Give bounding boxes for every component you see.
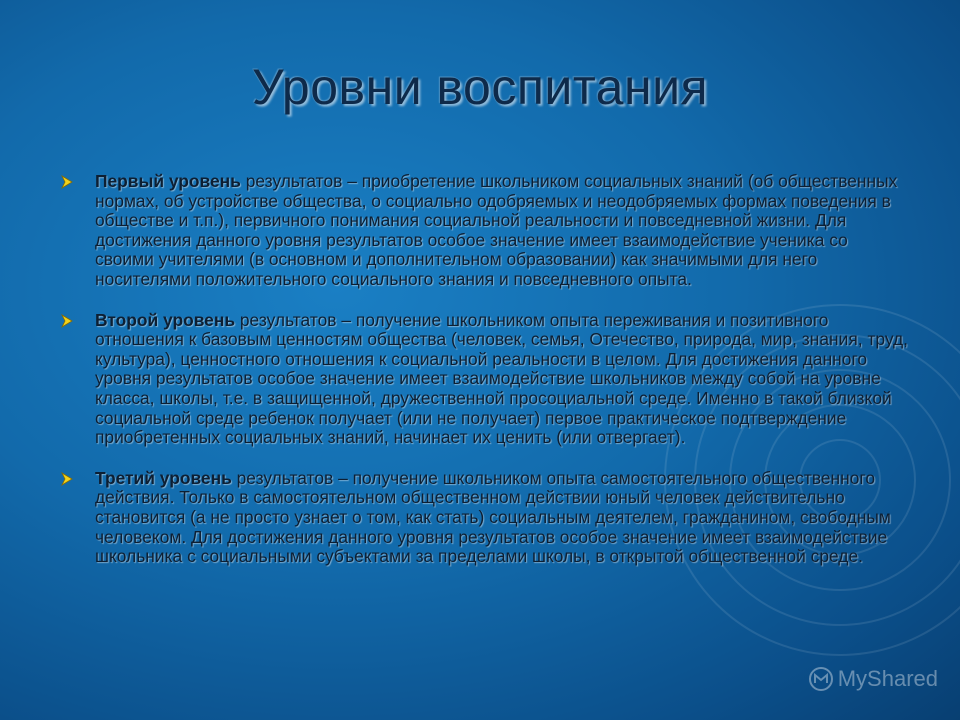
level-heading: Второй уровень: [95, 309, 236, 330]
level-description: результатов – получение школьником опыта переживания и позитивного отношения к базовым ценностям общества (человек, семья, Отечество, природа, мир, знания, труд, культура), ценностного отношения к социальной реальности в целом. Для достижения данного уровня результатов особое значение имеет взаимодействие школьников между собой на уровне класса, школы, т.е. в защищенной, дружественной просоциальной среде. Именно в такой близкой социальной среде ребенок получает (или не получает) первое практическое подтверждение приобретенных социальных знаний, начинает их ценить (или отвергает).: [95, 309, 908, 448]
list-item-text: [95, 469, 910, 567]
watermark-text: MyShared: [837, 666, 938, 691]
list-item-level-2: [60, 311, 910, 448]
level-description: результатов – приобретение школьником социальных знаний (об общественных нормах, об устройстве общества, о социально одобряемых и неодобряемых формах поведения в обществе и т.п.), первичного понимания социальной реальности и повседневной жизни. Для достижения данного уровня результатов особое значение имеет взаимодействие ученика со своими учителями (в основном и дополнительном образовании) как значимыми для него носителями положительного социального знания и повседневного опыта.: [95, 171, 898, 289]
level-heading: Первый уровень: [95, 171, 241, 191]
arrow-bullet-icon: [60, 314, 74, 328]
level-heading: Третий уровень: [95, 467, 232, 488]
list-item-text: [95, 172, 910, 290]
list-item-level-3: [60, 469, 910, 567]
arrow-bullet-icon: [60, 472, 74, 486]
slide-title: Уровни воспитания: [251, 59, 709, 115]
arrow-bullet-icon: [60, 175, 74, 189]
watermark: [808, 666, 938, 692]
myshared-logo-icon: [808, 666, 834, 692]
list-item-level-1: [60, 172, 910, 290]
bullet-list: [60, 172, 910, 588]
level-description: результатов – получение школьником опыта самостоятельного общественного действия. Только в самостоятельном общественном действии юный человек действительно становится (а не просто узнает о том, как стать) социальным деятелем, гражданином, свободным человеком. Для достижения данного уровня результатов особое значение имеет взаимодействие школьника с социальными субъектами за пределами школы, в открытой общественной среде.: [95, 467, 891, 567]
list-item-text: [95, 311, 910, 448]
